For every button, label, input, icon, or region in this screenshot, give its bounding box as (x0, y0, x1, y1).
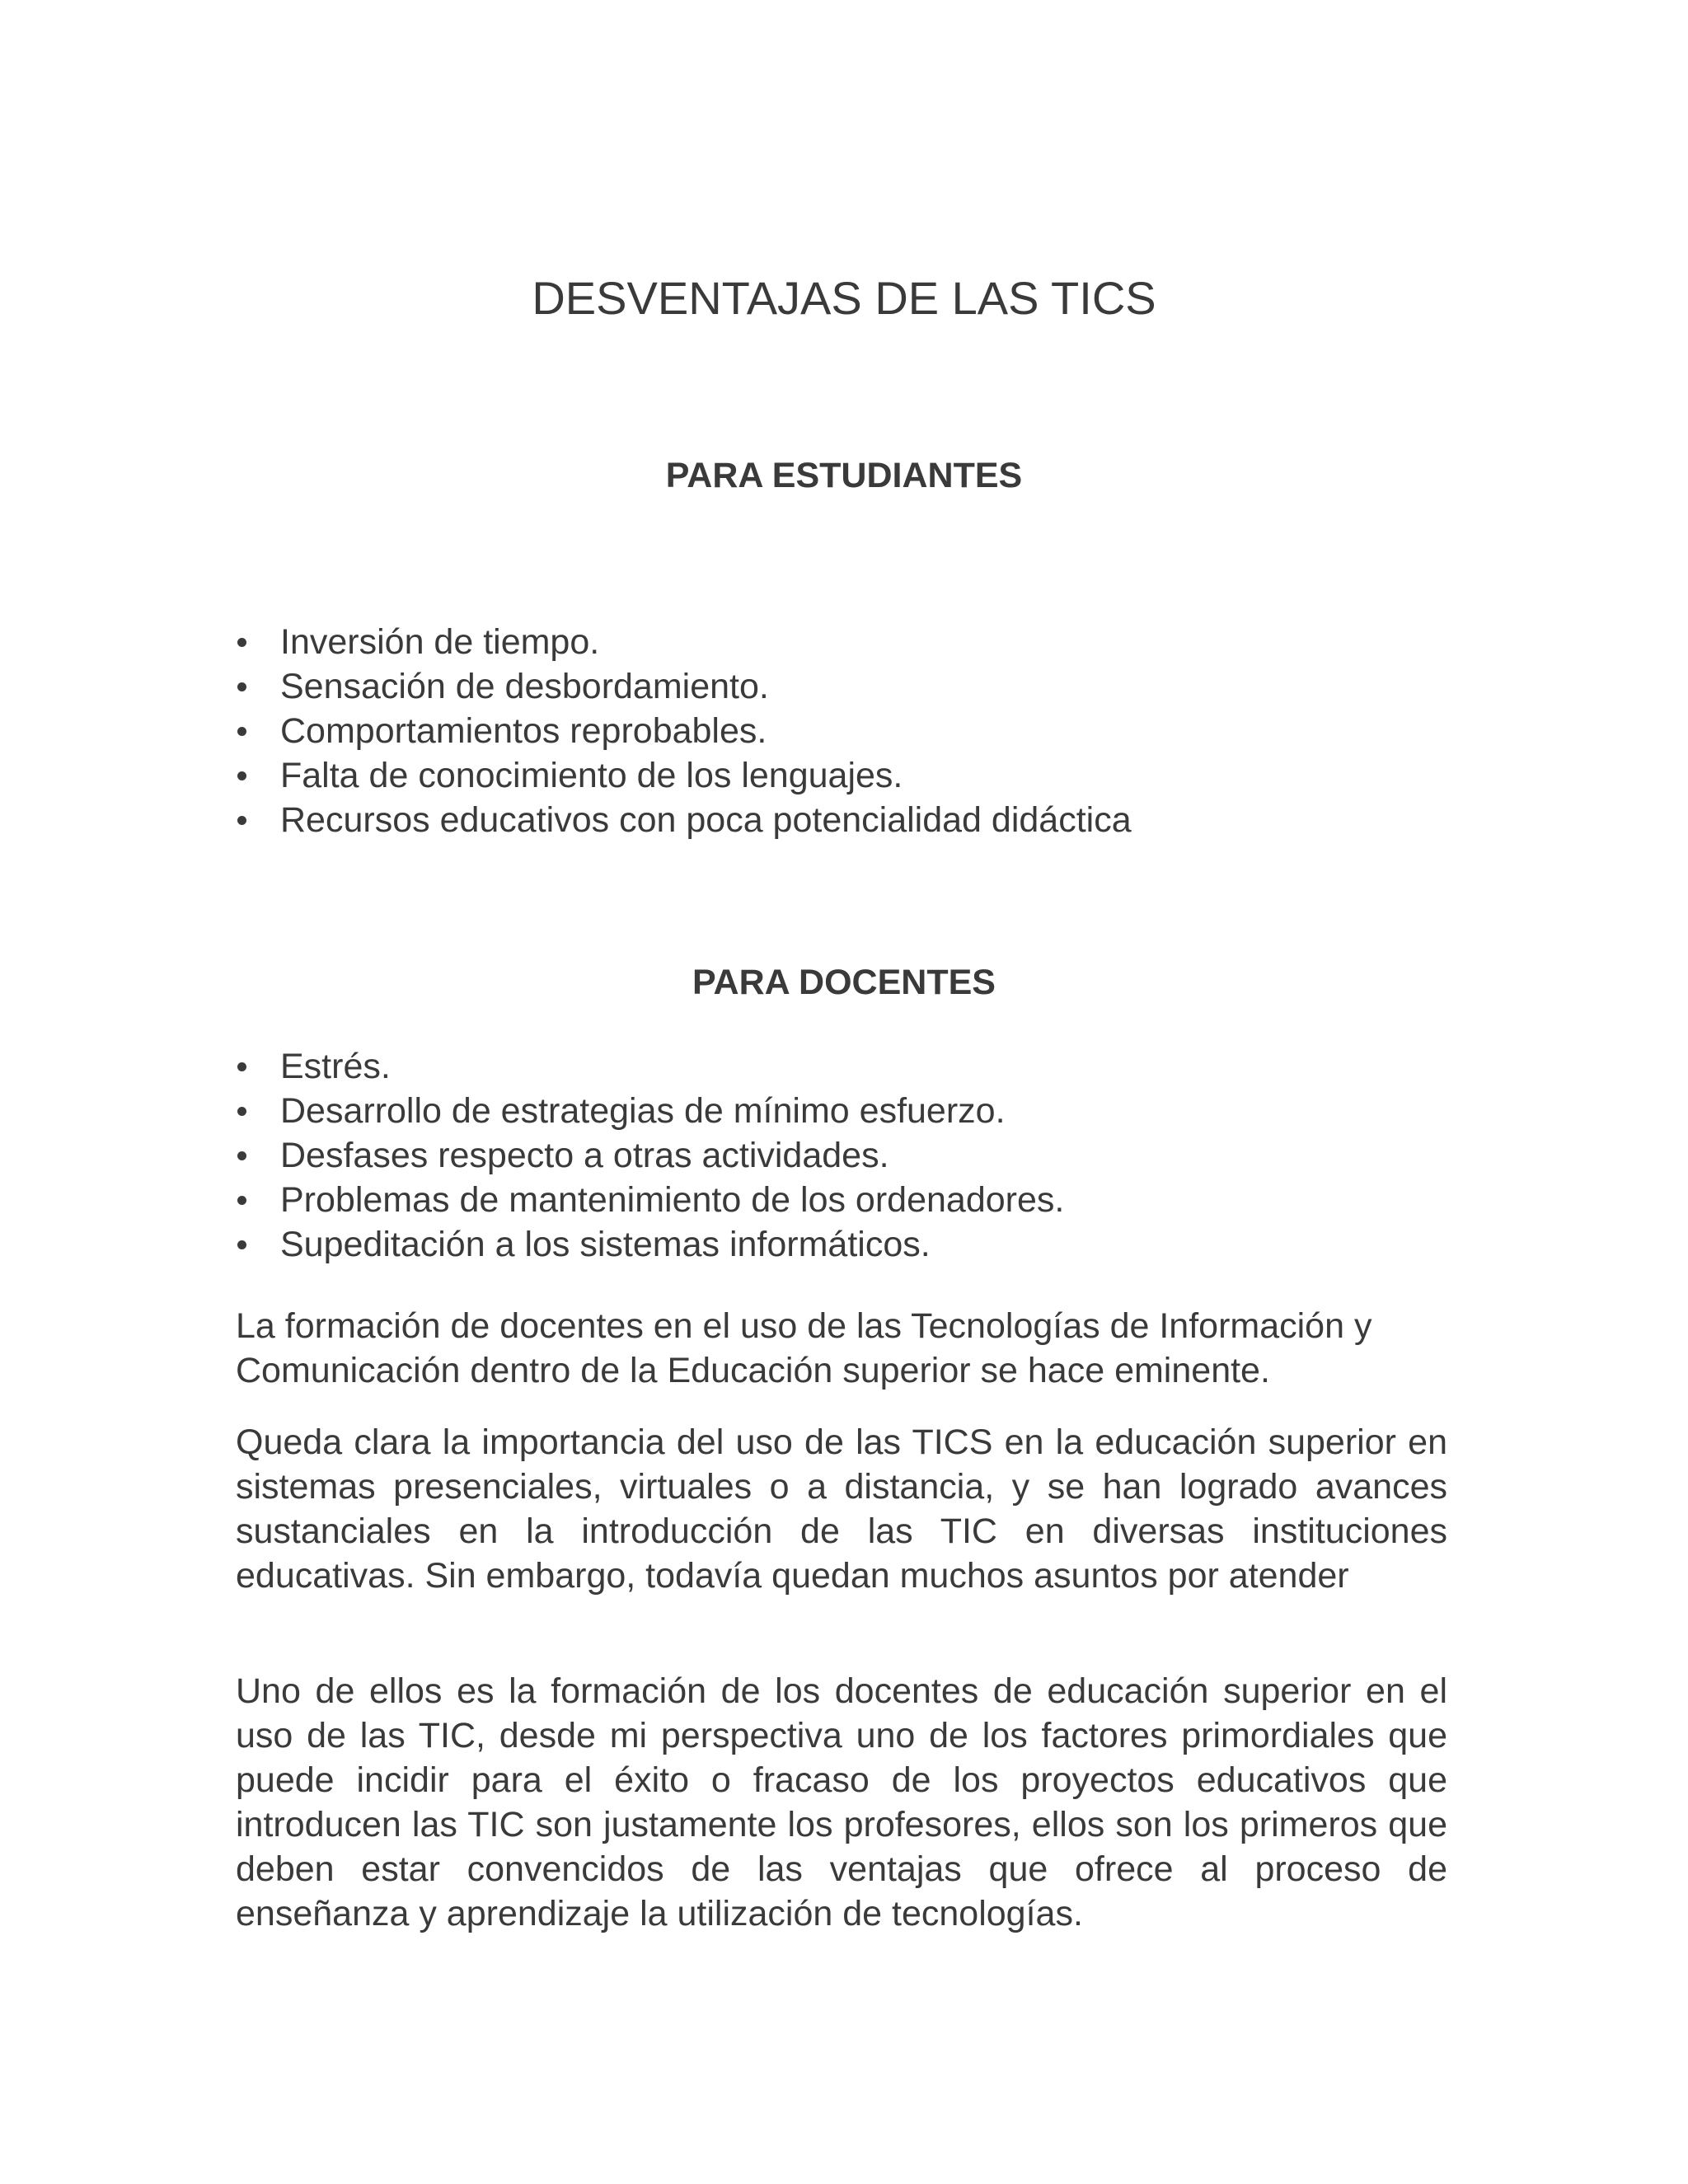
list-item (236, 709, 1456, 753)
list-item-text: Falta de conocimiento de los lenguajes. (280, 756, 903, 795)
list-item (236, 664, 1456, 709)
list-item-text: Desfases respecto a otras actividades. (280, 1136, 889, 1175)
bullet-icon (237, 1107, 246, 1116)
list-item (236, 798, 1456, 842)
paragraph-importance-tics: Queda clara la importancia del uso de las TICS en la educación superior en sistemas presenciales, virtuales o a distancia, y se han logrado avances sustanciales en la introducción de las TIC en diversas instituciones educativas. Sin embargo, todavía quedan muchos asuntos por atender (236, 1422, 1447, 1596)
paragraph-teacher-training: La formación de docentes en el uso de las Tecnologías de Información y Comunicación dentro de la Educación superior se hace eminente. (236, 1306, 1372, 1390)
page-title: DESVENTAJAS DE LAS TICS (532, 272, 1156, 324)
list-item (236, 1044, 1456, 1089)
bullet-icon (237, 1240, 246, 1249)
teachers-list (236, 1044, 1456, 1267)
list-item-text: Supeditación a los sistemas informáticos. (280, 1225, 931, 1264)
bullet-icon (237, 1196, 246, 1205)
section-heading-teachers: PARA DOCENTES (692, 963, 996, 1002)
bullet-icon (237, 682, 246, 691)
list-item (236, 1178, 1456, 1222)
list-item-text: Desarrollo de estrategias de mínimo esfuerzo. (280, 1091, 1006, 1131)
list-item (236, 1222, 1456, 1267)
list-item (236, 620, 1456, 664)
bullet-icon (237, 816, 246, 825)
list-item-text: Estrés. (280, 1047, 391, 1086)
bullet-icon (237, 771, 246, 780)
list-item-text: Inversión de tiempo. (280, 622, 600, 662)
section-heading-students: PARA ESTUDIANTES (665, 456, 1023, 495)
bullet-icon (237, 638, 246, 647)
students-list (236, 620, 1456, 842)
bullet-icon (237, 727, 246, 736)
list-item-text: Sensación de desbordamiento. (280, 667, 769, 706)
bullet-icon (237, 1151, 246, 1160)
list-item-text: Comportamientos reprobables. (280, 711, 767, 751)
list-item (236, 1133, 1456, 1178)
list-item-text: Recursos educativos con poca potencialidad didáctica (280, 800, 1132, 840)
list-item-text: Problemas de mantenimiento de los ordenadores. (280, 1180, 1065, 1220)
list-item (236, 753, 1456, 798)
list-item (236, 1089, 1456, 1133)
paragraph-teachers-role: Uno de ellos es la formación de los docentes de educación superior en el uso de las TIC, desde mi perspectiva uno de los factores primordiales que puede incidir para el éxito o fracaso de los proyectos educativos que introducen las TIC son justamente los profesores, ellos son los primeros que deben estar convencidos de las ventajas que ofrece al proceso de enseñanza y aprendizaje la utilización de tecnologías. (236, 1671, 1447, 1933)
bullet-icon (237, 1062, 246, 1071)
